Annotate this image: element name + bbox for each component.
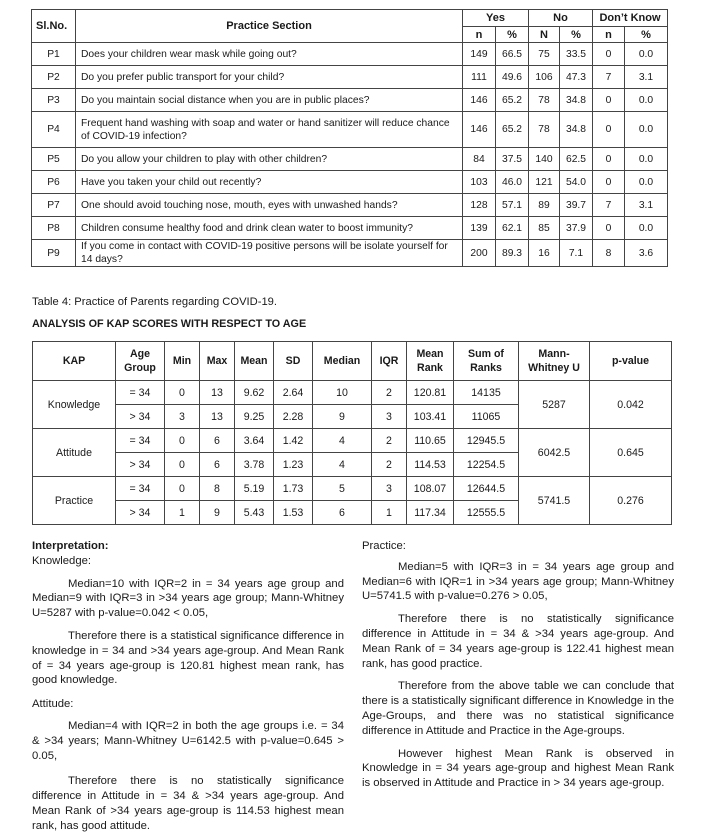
practice-paragraph-1: Median=5 with IQR=3 in = 34 years age group and Median=6 with IQR=1 in >34 years age group; Mann-Whitney U=5741.5 with p-value=0.276 > 0.05,	[362, 560, 674, 603]
sub-header-yes-n: n	[463, 27, 496, 43]
cell-yes-n: 103	[463, 171, 496, 194]
cell-sum-ranks: 12644.5	[454, 477, 519, 501]
table-row	[32, 217, 668, 240]
cell-sum-ranks: 11065	[454, 405, 519, 429]
table-row	[32, 240, 668, 267]
cell-yes-pct: 89.3	[496, 240, 529, 267]
cell-iqr: 2	[372, 453, 407, 477]
table-row	[32, 43, 668, 66]
cell-dk-pct: 0.0	[625, 148, 668, 171]
cell-no-pct: 34.8	[560, 89, 593, 112]
cell-sd: 1.23	[274, 453, 313, 477]
cell-max: 9	[200, 501, 235, 525]
group-header-dont-know: Don’t Know	[593, 10, 668, 27]
cell-yes-n: 146	[463, 112, 496, 148]
cell-sum-ranks: 12555.5	[454, 501, 519, 525]
cell-yes-pct: 62.1	[496, 217, 529, 240]
row-id: P8	[32, 217, 76, 240]
cell-no-n: 140	[529, 148, 560, 171]
cell-age: > 34	[116, 501, 165, 525]
cell-dk-n: 7	[593, 194, 625, 217]
col-header-kap: KAP	[33, 342, 116, 381]
cell-age: = 34	[116, 477, 165, 501]
table-row	[33, 381, 672, 405]
cell-dk-n: 0	[593, 112, 625, 148]
col-header-max: Max	[200, 342, 235, 381]
cell-no-n: 121	[529, 171, 560, 194]
col-header-p-value: p-value	[590, 342, 672, 381]
cell-sd: 2.64	[274, 381, 313, 405]
cell-iqr: 3	[372, 405, 407, 429]
cell-median: 6	[313, 501, 372, 525]
cell-no-pct: 37.9	[560, 217, 593, 240]
table-row	[32, 148, 668, 171]
cell-median: 9	[313, 405, 372, 429]
cell-dk-pct: 0.0	[625, 89, 668, 112]
section-heading: ANALYSIS OF KAP SCORES WITH RESPECT TO AGE	[32, 318, 307, 330]
col-header-sd: SD	[274, 342, 313, 381]
cell-dk-pct: 0.0	[625, 112, 668, 148]
practice-paragraph-2: Therefore there is no statistically significance difference in Attitude in = 34 & >34 years age-group. And Mean Rank of = 34 years age-group is 122.41 highest mean rank, has good practice.	[362, 613, 674, 670]
cell-mean: 9.25	[235, 405, 274, 429]
cell-no-n: 16	[529, 240, 560, 267]
table-row	[33, 429, 672, 453]
col-header-min: Min	[165, 342, 200, 381]
interpretation-heading: Interpretation:	[32, 540, 109, 552]
cell-no-pct: 34.8	[560, 112, 593, 148]
knowledge-paragraph-1: Median=10 with IQR=2 in = 34 years age group and Median=9 with IQR=3 in >34 years age group; Mann-Whitney U=5287 with p-value=0.042 < 0.05,	[32, 577, 344, 620]
attitude-paragraph-1: Median=4 with IQR=2 in both the age groups i.e. = 34 & >34 years; Mann-Whitney U=6142.5 with p-value=0.645 > 0.05,	[32, 719, 344, 762]
cell-min: 0	[165, 429, 200, 453]
col-header-median: Median	[313, 342, 372, 381]
cell-iqr: 3	[372, 477, 407, 501]
row-id: P4	[32, 112, 76, 148]
cell-dk-n: 0	[593, 171, 625, 194]
cell-mean-rank: 108.07	[407, 477, 454, 501]
col-header-section: Practice Section	[76, 10, 463, 43]
cell-yes-pct: 65.2	[496, 112, 529, 148]
text-column-right	[362, 539, 674, 791]
practice-heading: Practice:	[362, 540, 406, 552]
cell-max: 6	[200, 453, 235, 477]
cell-no-n: 85	[529, 217, 560, 240]
sub-header-no-pct: %	[560, 27, 593, 43]
row-question: Children consume healthy food and drink clean water to boost immunity?	[76, 217, 463, 240]
attitude-paragraph-2: Therefore there is no statistically significance difference in Attitude in = 34 & >34 years age-group. And Mean Rank of >34 years age-group is 114.53 highest mean rank, has good attitude.	[32, 775, 344, 832]
col-header-sum-ranks: Sum of Ranks	[454, 342, 519, 381]
row-question: Does your children wear mask while going out?	[76, 43, 463, 66]
cell-dk-n: 0	[593, 89, 625, 112]
cell-dk-n: 7	[593, 66, 625, 89]
cell-yes-n: 200	[463, 240, 496, 267]
cell-mann-whitney-u: 5741.5	[519, 477, 590, 525]
knowledge-paragraph-2: Therefore there is a statistical significance difference in knowledge in = 34 and >34 years age-group. And Mean Rank of = 34 years age-group is 120.81 highest mean rank, has good knowledge.	[32, 629, 344, 687]
cell-age: > 34	[116, 405, 165, 429]
col-header-mean: Mean	[235, 342, 274, 381]
cell-min: 0	[165, 477, 200, 501]
cell-max: 8	[200, 477, 235, 501]
cell-no-n: 78	[529, 112, 560, 148]
col-header-age-group: Age Group	[116, 342, 165, 381]
group-header-yes: Yes	[463, 10, 529, 27]
row-question: Have you taken your child out recently?	[76, 171, 463, 194]
cell-sum-ranks: 12254.5	[454, 453, 519, 477]
cell-min: 0	[165, 453, 200, 477]
cell-min: 0	[165, 381, 200, 405]
cell-sd: 1.42	[274, 429, 313, 453]
cell-mann-whitney-u: 5287	[519, 381, 590, 429]
cell-dk-n: 0	[593, 148, 625, 171]
row-id: P3	[32, 89, 76, 112]
cell-iqr: 2	[372, 429, 407, 453]
cell-yes-pct: 66.5	[496, 43, 529, 66]
cell-max: 6	[200, 429, 235, 453]
row-id: P7	[32, 194, 76, 217]
cell-mean-rank: 120.81	[407, 381, 454, 405]
cell-mean-rank: 117.34	[407, 501, 454, 525]
cell-yes-pct: 65.2	[496, 89, 529, 112]
cell-no-pct: 47.3	[560, 66, 593, 89]
cell-sum-ranks: 12945.5	[454, 429, 519, 453]
cell-median: 4	[313, 429, 372, 453]
row-id: P9	[32, 240, 76, 267]
table-row	[33, 477, 672, 501]
cell-age: = 34	[116, 429, 165, 453]
cell-dk-pct: 0.0	[625, 217, 668, 240]
row-id: P6	[32, 171, 76, 194]
cell-mean: 3.64	[235, 429, 274, 453]
cell-dk-pct: 3.1	[625, 194, 668, 217]
cell-yes-pct: 46.0	[496, 171, 529, 194]
table-row	[32, 112, 668, 148]
table-row	[32, 171, 668, 194]
cell-yes-n: 146	[463, 89, 496, 112]
cell-yes-n: 111	[463, 66, 496, 89]
sub-header-dk-n: n	[593, 27, 625, 43]
practice-table	[31, 9, 668, 267]
attitude-heading: Attitude:	[32, 698, 74, 711]
cell-sd: 2.28	[274, 405, 313, 429]
kap-age-table	[32, 341, 672, 525]
cell-p-value: 0.042	[590, 381, 672, 429]
table-row	[32, 89, 668, 112]
cell-sd: 1.53	[274, 501, 313, 525]
cell-yes-n: 84	[463, 148, 496, 171]
group-header-no: No	[529, 10, 593, 27]
cell-no-pct: 39.7	[560, 194, 593, 217]
row-id: P1	[32, 43, 76, 66]
row-question: Do you allow your children to play with other children?	[76, 148, 463, 171]
cell-median: 4	[313, 453, 372, 477]
conclusion-paragraph-2: However highest Mean Rank is observed in Knowledge in = 34 years age-group and highest Mean Rank is observed in Attitude and Practice in > 34 years age-group.	[362, 747, 674, 790]
cell-dk-pct: 3.6	[625, 240, 668, 267]
row-question: Frequent hand washing with soap and water or hand sanitizer will reduce chance of COVID-19 infection?	[76, 112, 463, 148]
sub-header-no-n: N	[529, 27, 560, 43]
sub-header-dk-pct: %	[625, 27, 668, 43]
text-column-left	[32, 539, 344, 834]
cell-sd: 1.73	[274, 477, 313, 501]
cell-no-pct: 33.5	[560, 43, 593, 66]
cell-age: > 34	[116, 453, 165, 477]
cell-no-n: 106	[529, 66, 560, 89]
row-id: P2	[32, 66, 76, 89]
knowledge-heading: Knowledge:	[32, 554, 92, 567]
cell-no-pct: 7.1	[560, 240, 593, 267]
table-caption: Table 4: Practice of Parents regarding COVID-19.	[32, 296, 277, 308]
cell-iqr: 1	[372, 501, 407, 525]
cell-iqr: 2	[372, 381, 407, 405]
row-question: Do you maintain social distance when you are in public places?	[76, 89, 463, 112]
conclusion-paragraph-1: Therefore from the above table we can conclude that there is a statistically significant difference in Knowledge in the Age-Groups, and there was no statistical significance difference in Attitude and Practice in the Age-groups.	[362, 680, 674, 737]
cell-median: 5	[313, 477, 372, 501]
cell-max: 13	[200, 405, 235, 429]
cell-yes-n: 149	[463, 43, 496, 66]
kap-category: Attitude	[33, 429, 116, 477]
cell-yes-n: 139	[463, 217, 496, 240]
cell-sum-ranks: 14135	[454, 381, 519, 405]
cell-dk-pct: 0.0	[625, 171, 668, 194]
cell-mean-rank: 110.65	[407, 429, 454, 453]
row-id: P5	[32, 148, 76, 171]
cell-yes-pct: 49.6	[496, 66, 529, 89]
kap-category: Knowledge	[33, 381, 116, 429]
cell-max: 13	[200, 381, 235, 405]
table-row	[32, 194, 668, 217]
cell-min: 3	[165, 405, 200, 429]
sub-header-yes-pct: %	[496, 27, 529, 43]
cell-median: 10	[313, 381, 372, 405]
cell-dk-n: 0	[593, 43, 625, 66]
cell-no-pct: 62.5	[560, 148, 593, 171]
cell-no-n: 89	[529, 194, 560, 217]
cell-mean-rank: 114.53	[407, 453, 454, 477]
cell-mean: 3.78	[235, 453, 274, 477]
cell-mean: 5.43	[235, 501, 274, 525]
cell-no-n: 78	[529, 89, 560, 112]
kap-category: Practice	[33, 477, 116, 525]
cell-yes-pct: 57.1	[496, 194, 529, 217]
cell-yes-pct: 37.5	[496, 148, 529, 171]
cell-dk-pct: 3.1	[625, 66, 668, 89]
cell-min: 1	[165, 501, 200, 525]
cell-dk-n: 8	[593, 240, 625, 267]
cell-p-value: 0.276	[590, 477, 672, 525]
col-header-iqr: IQR	[372, 342, 407, 381]
cell-no-n: 75	[529, 43, 560, 66]
col-header-mann-whitney: Mann-Whitney U	[519, 342, 590, 381]
row-question: One should avoid touching nose, mouth, eyes with unwashed hands?	[76, 194, 463, 217]
cell-p-value: 0.645	[590, 429, 672, 477]
row-question: If you come in contact with COVID-19 positive persons will be isolate yourself for 14 days?	[76, 240, 463, 267]
table-row	[32, 66, 668, 89]
cell-yes-n: 128	[463, 194, 496, 217]
cell-no-pct: 54.0	[560, 171, 593, 194]
col-header-mean-rank: Mean Rank	[407, 342, 454, 381]
cell-mean: 9.62	[235, 381, 274, 405]
cell-mean: 5.19	[235, 477, 274, 501]
cell-mann-whitney-u: 6042.5	[519, 429, 590, 477]
cell-dk-n: 0	[593, 217, 625, 240]
row-question: Do you prefer public transport for your child?	[76, 66, 463, 89]
cell-dk-pct: 0.0	[625, 43, 668, 66]
cell-mean-rank: 103.41	[407, 405, 454, 429]
col-header-sno: Sl.No.	[32, 10, 76, 43]
cell-age: = 34	[116, 381, 165, 405]
